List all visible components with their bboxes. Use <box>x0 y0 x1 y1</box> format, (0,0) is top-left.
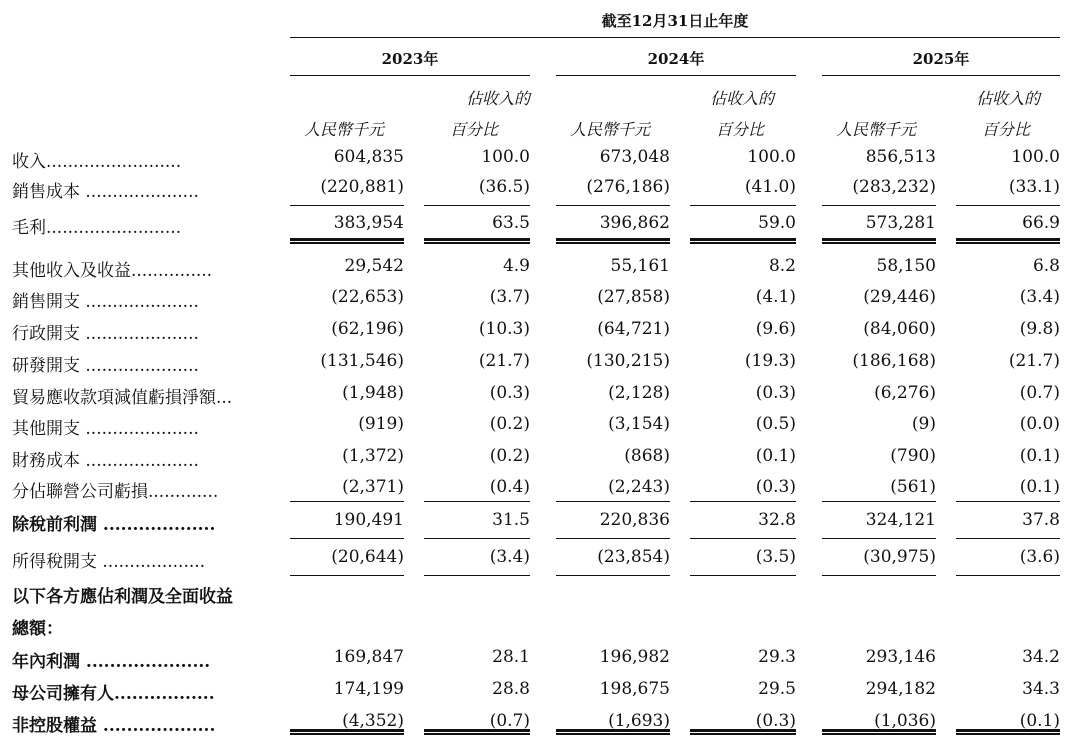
cell-pct-2025: (21.7) <box>1008 351 1060 371</box>
cell-pct-2023: 31.5 <box>492 510 530 530</box>
cell-amount-2023: (919) <box>358 414 404 434</box>
cell-amount-2025: 856,513 <box>865 147 936 167</box>
cell-amount-2024: (2,243) <box>608 477 670 497</box>
subtotal-rule <box>290 538 404 539</box>
subtotal-rule <box>690 501 796 502</box>
subtotal-rule <box>690 538 796 539</box>
row-label: 其他收入及收益............... <box>12 261 213 281</box>
cell-amount-2023: (62,196) <box>331 319 404 339</box>
cell-amount-2024: (276,186) <box>586 177 670 197</box>
row-label: 財務成本 ..................... <box>12 451 199 471</box>
subtotal-rule <box>290 205 404 206</box>
row-label: 貿易應收款項減值虧損淨額... <box>12 388 233 408</box>
pct-header-line1: 佔收入的 <box>975 89 1040 108</box>
cell-amount-2023: 383,954 <box>333 213 404 233</box>
cell-pct-2024: (41.0) <box>744 177 796 197</box>
cell-pct-2025: (0.0) <box>1019 414 1060 434</box>
cell-pct-2025: (33.1) <box>1008 177 1060 197</box>
cell-amount-2024: (2,128) <box>608 383 670 403</box>
total-double-rule <box>956 729 1060 735</box>
cell-amount-2025: 293,146 <box>865 647 936 667</box>
cell-pct-2024: 100.0 <box>747 147 796 167</box>
cell-pct-2023: (3.4) <box>489 547 530 567</box>
cell-amount-2025: (186,168) <box>852 351 936 371</box>
cell-pct-2024: (19.3) <box>744 351 796 371</box>
cell-pct-2023: 63.5 <box>492 213 530 233</box>
cell-amount-2025: (1,036) <box>874 711 936 731</box>
cell-pct-2025: (3.4) <box>1019 287 1060 307</box>
row-label: 其他開支 ..................... <box>12 419 199 439</box>
cell-pct-2025: 34.3 <box>1022 679 1060 699</box>
cell-amount-2025: 294,182 <box>865 679 936 699</box>
cell-amount-2025: (283,232) <box>852 177 936 197</box>
year-2024-heading: 2024年 <box>647 50 705 68</box>
cell-amount-2024: (3,154) <box>608 414 670 434</box>
cell-pct-2025: (0.1) <box>1019 446 1060 466</box>
pct-header-line2: 百分比 <box>981 120 1030 139</box>
cell-pct-2025: 37.8 <box>1022 510 1060 530</box>
cell-pct-2024: (0.5) <box>755 414 796 434</box>
subtotal-rule <box>556 501 670 502</box>
cell-pct-2023: (36.5) <box>478 177 530 197</box>
cell-pct-2024: 32.8 <box>758 510 796 530</box>
year-2024-underline <box>556 75 796 76</box>
amount-header: 人民幣千元 <box>569 120 650 139</box>
total-double-rule <box>424 238 530 244</box>
cell-pct-2023: (0.4) <box>489 477 530 497</box>
cell-pct-2024: 29.3 <box>758 647 796 667</box>
subtotal-rule <box>424 501 530 502</box>
cell-amount-2023: 190,491 <box>333 510 404 530</box>
cell-amount-2023: 604,835 <box>333 147 404 167</box>
subtotal-rule <box>822 575 936 576</box>
cell-pct-2023: 28.8 <box>492 679 530 699</box>
row-label: 研發開支 ..................... <box>12 356 199 376</box>
total-double-rule <box>690 238 796 244</box>
cell-amount-2024: (1,693) <box>608 711 670 731</box>
row-label: 非控股權益 ................... <box>12 716 216 736</box>
subtotal-rule <box>290 575 404 576</box>
amount-header: 人民幣千元 <box>303 120 384 139</box>
row-label: 母公司擁有人................. <box>12 684 215 704</box>
cell-amount-2024: (130,215) <box>586 351 670 371</box>
cell-amount-2025: 573,281 <box>865 213 936 233</box>
cell-amount-2023: (2,371) <box>342 477 404 497</box>
subtotal-rule <box>822 205 936 206</box>
cell-pct-2025: (0.1) <box>1019 477 1060 497</box>
period-underline <box>290 37 1060 38</box>
total-double-rule <box>556 729 670 735</box>
subtotal-rule <box>424 205 530 206</box>
cell-pct-2024: (0.3) <box>755 711 796 731</box>
cell-pct-2024: (3.5) <box>755 547 796 567</box>
subtotal-rule <box>690 575 796 576</box>
cell-amount-2024: 196,982 <box>599 647 670 667</box>
amount-header: 人民幣千元 <box>835 120 916 139</box>
cell-pct-2024: (0.1) <box>755 446 796 466</box>
cell-amount-2023: (20,644) <box>331 547 404 567</box>
cell-amount-2025: (30,975) <box>863 547 936 567</box>
cell-pct-2024: (0.3) <box>755 383 796 403</box>
cell-amount-2023: (1,948) <box>342 383 404 403</box>
cell-amount-2025: 324,121 <box>865 510 936 530</box>
subtotal-rule <box>956 205 1060 206</box>
total-double-rule <box>956 238 1060 244</box>
cell-amount-2024: (868) <box>624 446 670 466</box>
row-label: 收入......................... <box>12 152 182 172</box>
cell-amount-2025: (561) <box>890 477 936 497</box>
pct-header-line2: 百分比 <box>449 120 498 139</box>
subtotal-rule <box>424 575 530 576</box>
cell-pct-2025: (0.7) <box>1019 383 1060 403</box>
cell-pct-2023: 28.1 <box>492 647 530 667</box>
total-double-rule <box>290 238 404 244</box>
cell-amount-2024: (27,858) <box>597 287 670 307</box>
cell-pct-2023: (3.7) <box>489 287 530 307</box>
cell-pct-2024: (9.6) <box>755 319 796 339</box>
cell-amount-2025: (790) <box>890 446 936 466</box>
cell-amount-2023: (4,352) <box>342 711 404 731</box>
subtotal-rule <box>956 575 1060 576</box>
cell-amount-2024: (64,721) <box>597 319 670 339</box>
subtotal-rule <box>290 501 404 502</box>
period-heading: 截至12月31日止年度 <box>601 12 749 30</box>
cell-amount-2025: (84,060) <box>863 319 936 339</box>
cell-pct-2023: (0.7) <box>489 711 530 731</box>
cell-amount-2025: (29,446) <box>863 287 936 307</box>
subtotal-rule <box>556 205 670 206</box>
cell-amount-2024: 198,675 <box>599 679 670 699</box>
pct-header-line1: 佔收入的 <box>465 89 530 108</box>
cell-pct-2023: (21.7) <box>478 351 530 371</box>
cell-pct-2025: (3.6) <box>1019 547 1060 567</box>
cell-amount-2023: 29,542 <box>344 256 404 276</box>
total-double-rule <box>556 238 670 244</box>
cell-amount-2023: (22,653) <box>331 287 404 307</box>
subtotal-rule <box>822 538 936 539</box>
total-double-rule <box>690 729 796 735</box>
cell-pct-2023: 100.0 <box>481 147 530 167</box>
subtotal-rule <box>424 538 530 539</box>
cell-amount-2024: 55,161 <box>610 256 670 276</box>
total-double-rule <box>424 729 530 735</box>
year-2025-heading: 2025年 <box>912 50 970 68</box>
row-label: 除稅前利潤 ................... <box>12 515 216 535</box>
cell-pct-2024: 29.5 <box>758 679 796 699</box>
row-label: 行政開支 ..................... <box>12 324 199 344</box>
cell-amount-2025: (9) <box>911 414 936 434</box>
total-double-rule <box>290 729 404 735</box>
cell-amount-2025: (6,276) <box>874 383 936 403</box>
cell-amount-2024: (23,854) <box>597 547 670 567</box>
cell-amount-2024: 673,048 <box>599 147 670 167</box>
cell-pct-2023: (0.2) <box>489 446 530 466</box>
subtotal-rule <box>690 205 796 206</box>
row-label: 所得稅開支 ................... <box>12 552 206 572</box>
cell-pct-2024: 59.0 <box>758 213 796 233</box>
row-label: 分佔聯營公司虧損............. <box>12 482 219 502</box>
year-2023-underline <box>290 75 530 76</box>
cell-amount-2023: (131,546) <box>320 351 404 371</box>
cell-amount-2023: 174,199 <box>333 679 404 699</box>
cell-pct-2025: (0.1) <box>1019 711 1060 731</box>
cell-pct-2023: (10.3) <box>478 319 530 339</box>
cell-pct-2023: 4.9 <box>502 256 530 276</box>
cell-pct-2024: 8.2 <box>768 256 796 276</box>
subtotal-rule <box>556 538 670 539</box>
cell-pct-2025: (9.8) <box>1019 319 1060 339</box>
cell-amount-2023: (220,881) <box>320 177 404 197</box>
total-double-rule <box>822 238 936 244</box>
total-double-rule <box>822 729 936 735</box>
row-label: 以下各方應佔利潤及全面收益 <box>12 587 233 607</box>
subtotal-rule <box>956 538 1060 539</box>
pct-header-line1: 佔收入的 <box>709 89 774 108</box>
cell-amount-2024: 396,862 <box>599 213 670 233</box>
row-label: 銷售開支 ..................... <box>12 292 199 312</box>
year-2023-heading: 2023年 <box>381 50 439 68</box>
cell-pct-2025: 66.9 <box>1022 213 1060 233</box>
cell-pct-2025: 6.8 <box>1032 256 1060 276</box>
cell-pct-2024: (4.1) <box>755 287 796 307</box>
row-label: 毛利......................... <box>12 218 182 238</box>
cell-pct-2023: (0.2) <box>489 414 530 434</box>
subtotal-rule <box>956 501 1060 502</box>
subtotal-rule <box>822 501 936 502</box>
row-label: 年內利潤 ..................... <box>12 652 211 672</box>
cell-pct-2023: (0.3) <box>489 383 530 403</box>
cell-amount-2024: 220,836 <box>599 510 670 530</box>
cell-pct-2024: (0.3) <box>755 477 796 497</box>
row-label: 銷售成本 ..................... <box>12 182 199 202</box>
pct-header-line2: 百分比 <box>715 120 764 139</box>
cell-amount-2023: 169,847 <box>333 647 404 667</box>
year-2025-underline <box>822 75 1060 76</box>
cell-pct-2025: 34.2 <box>1022 647 1060 667</box>
cell-amount-2023: (1,372) <box>342 446 404 466</box>
cell-pct-2025: 100.0 <box>1011 147 1060 167</box>
subtotal-rule <box>556 575 670 576</box>
cell-amount-2025: 58,150 <box>876 256 936 276</box>
row-label: 總額： <box>12 619 63 639</box>
